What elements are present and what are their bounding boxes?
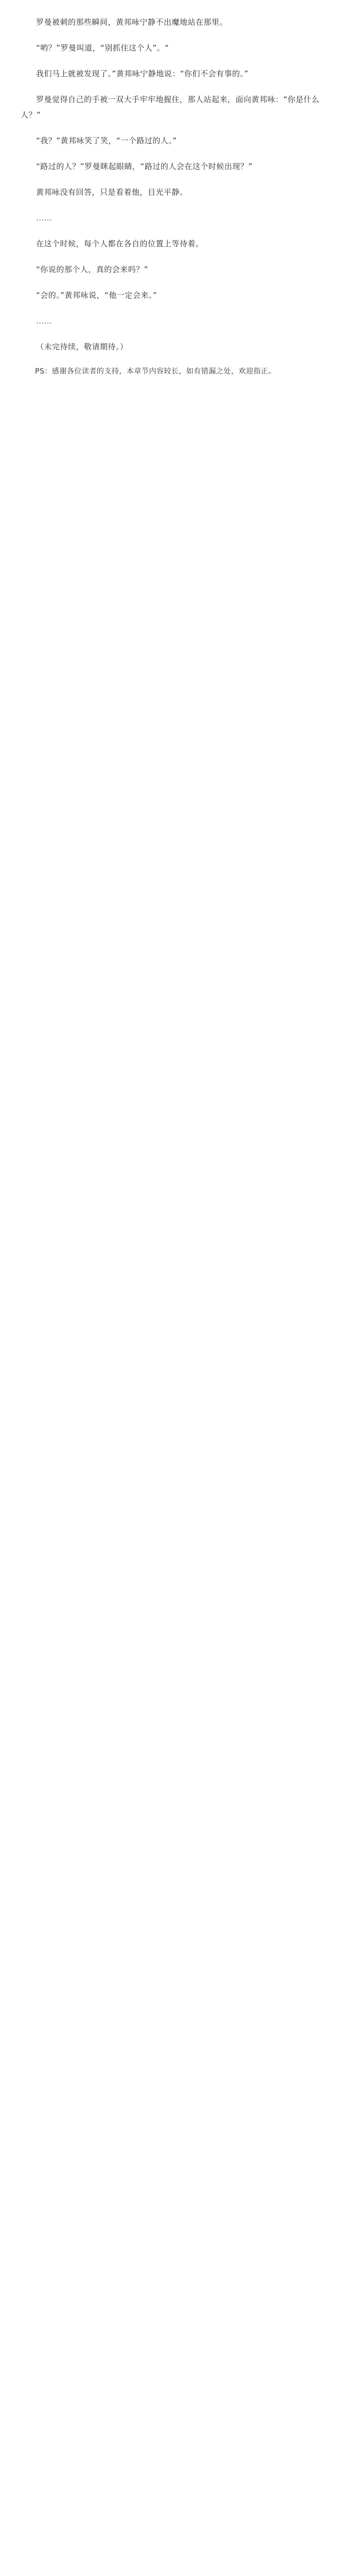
- paragraph: 罗曼被刺的那些瞬间，黄邦咏宁静不出魔地站在那里。: [36, 18, 228, 27]
- paragraph: 我们马上就被发现了。”黄邦咏宁静地说：“你们不会有事的。”: [36, 69, 249, 78]
- paragraph: “我？”黄邦咏笑了笑，“一个路过的人。”: [36, 136, 177, 145]
- paragraph: “哟？”罗曼叫道，“别抓住这个人”。“: [36, 43, 169, 53]
- paragraph: 在这个时候，每个人都在各自的位置上等待着。: [36, 239, 204, 248]
- paragraph: “会的。”黄邦咏说，“他一定会来。”: [36, 291, 157, 300]
- paragraph: “你说的那个人，真的会来吗？”: [36, 265, 149, 274]
- to-be-continued-note: （未完待续，敬请期待。）: [36, 342, 128, 351]
- author-postscript: PS：感谢各位读者的支持，本章节内容较长，如有错漏之处，欢迎指正。: [35, 367, 276, 376]
- paragraph: 罗曼觉得自己的手被一双大手牢牢地握住，那人站起来，面向黄邦咏：“你是什么人？”: [21, 95, 320, 120]
- paragraph: 黄邦咏没有回答，只是看着他，目光平静。: [36, 188, 188, 197]
- paragraph: “路过的人？”罗曼眯起眼睛，“路过的人会在这个时候出现？”: [36, 162, 253, 171]
- section-separator: ……: [36, 316, 52, 326]
- section-separator: ……: [36, 213, 52, 223]
